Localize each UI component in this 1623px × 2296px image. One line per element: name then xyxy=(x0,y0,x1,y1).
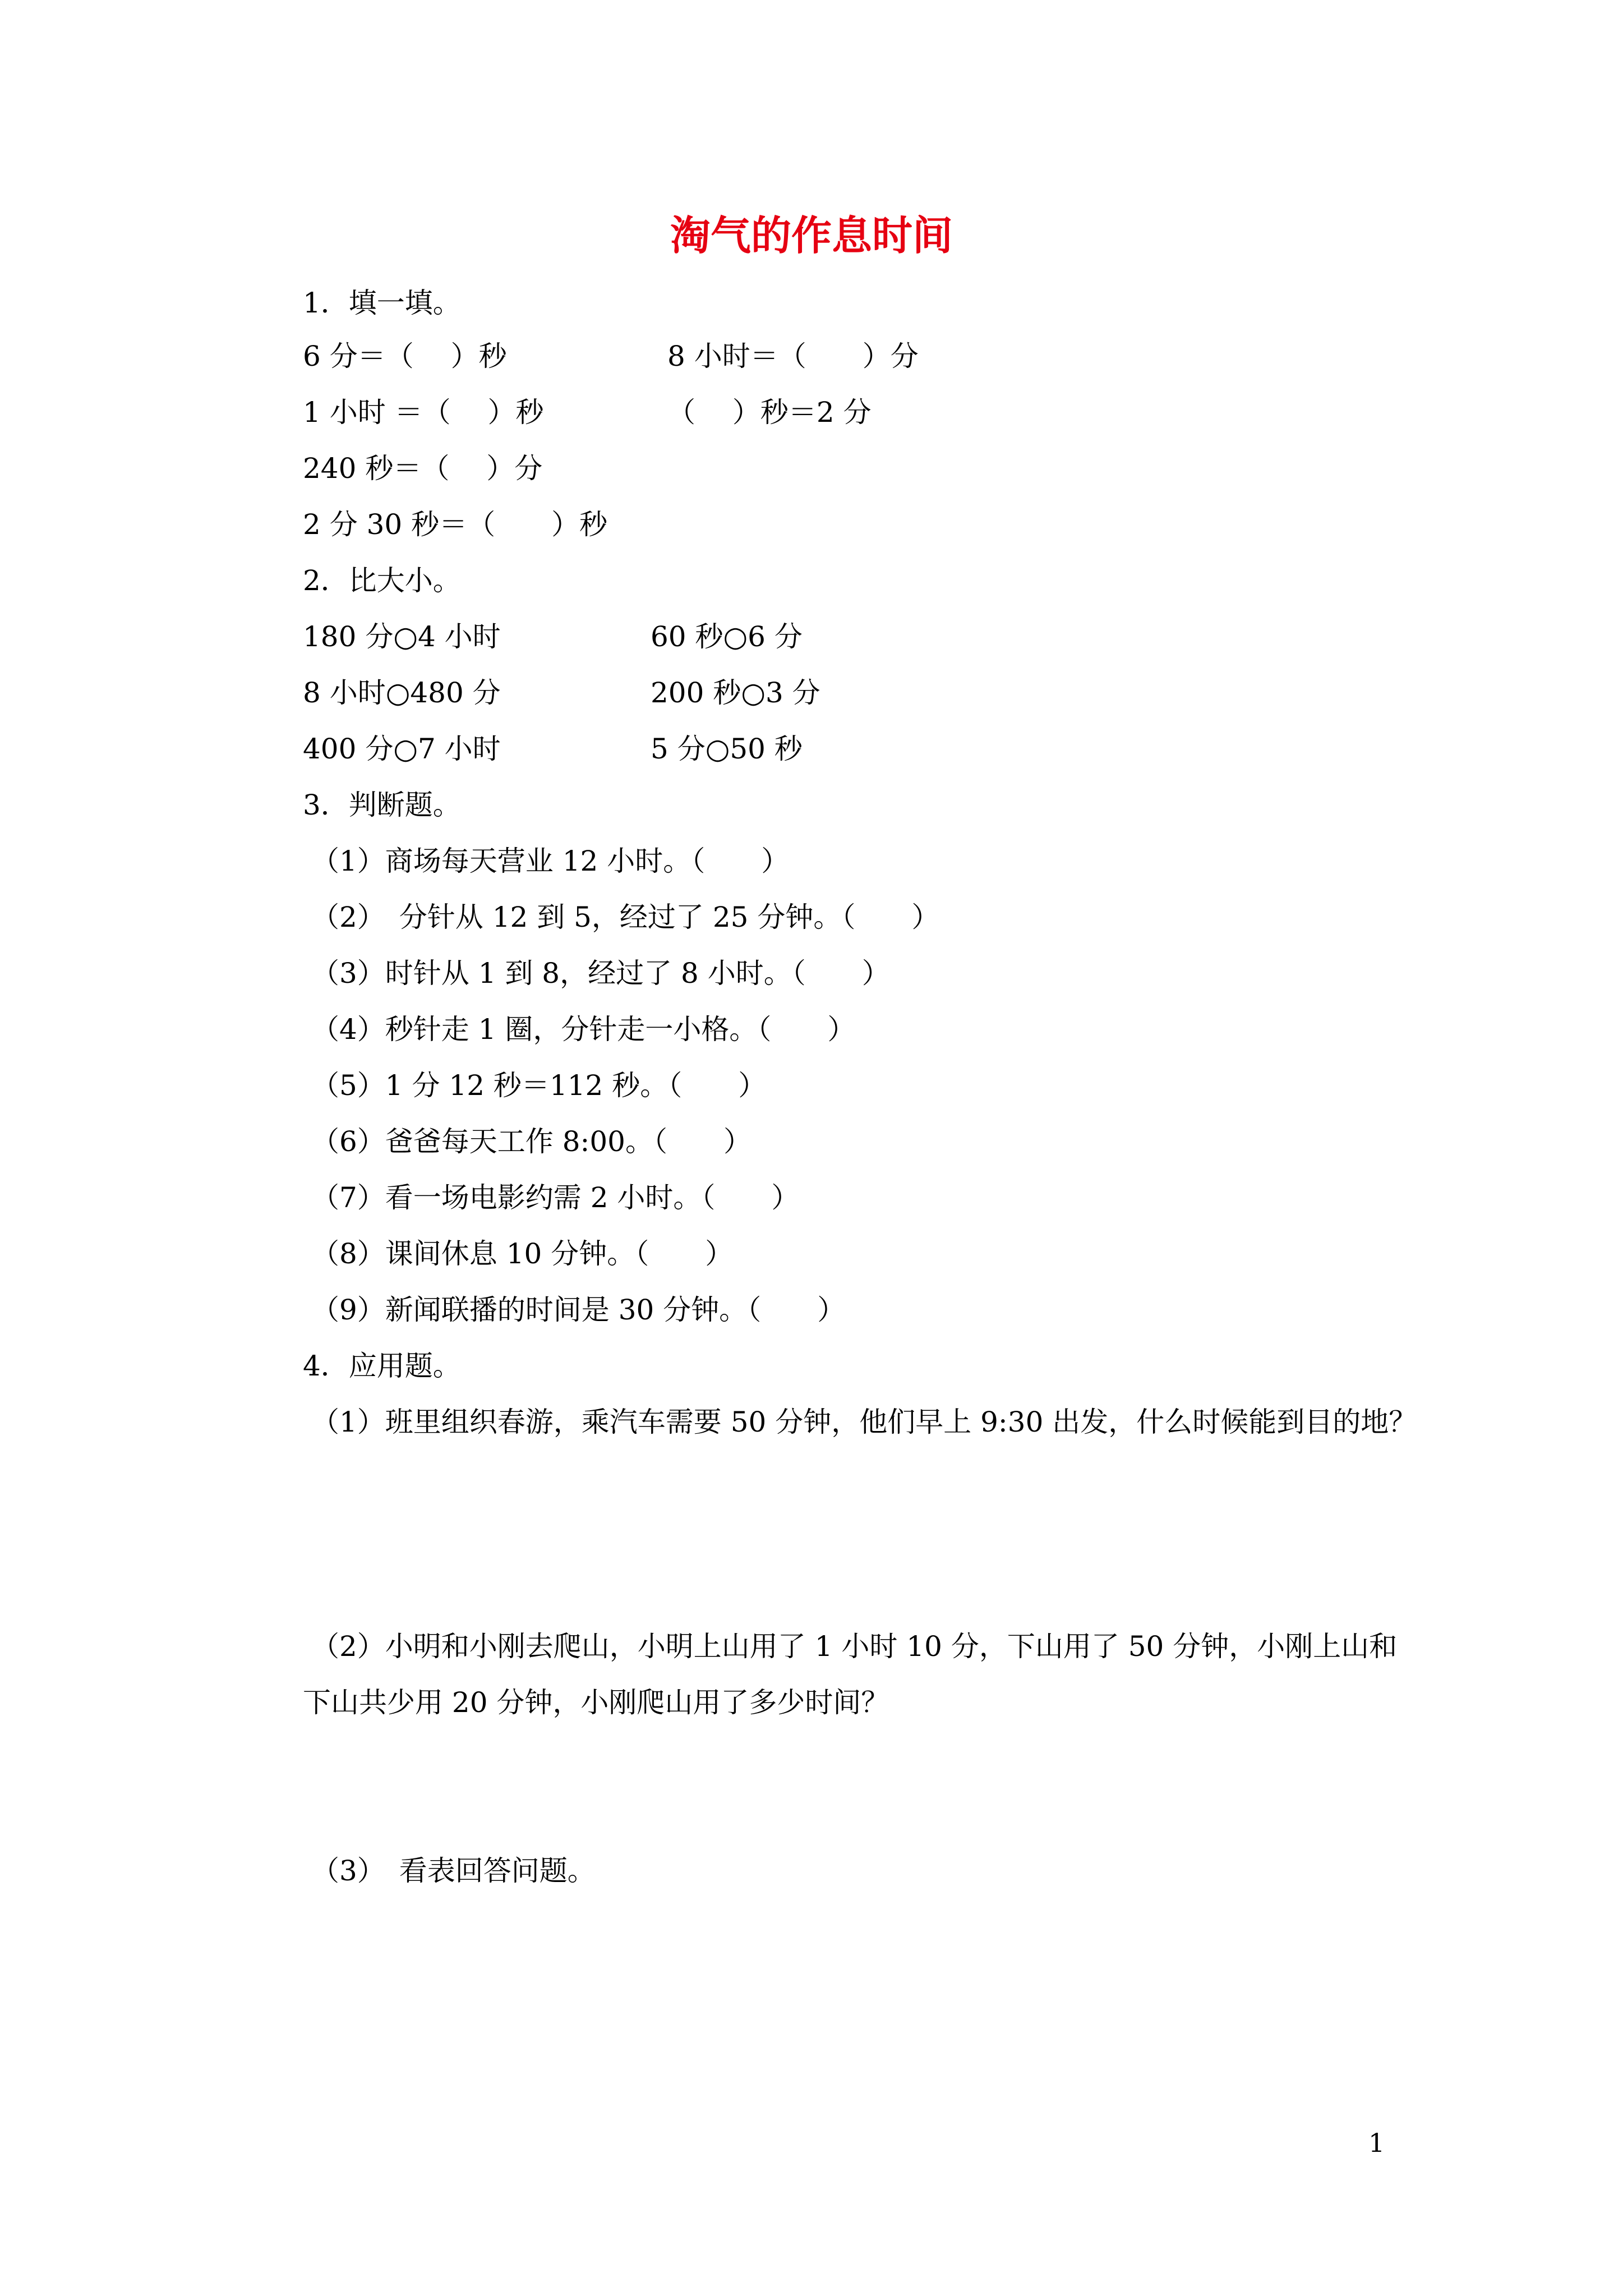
fill-item: 240 秒＝（ ）分 xyxy=(303,452,543,485)
compare-item: 60 秒○6 分 xyxy=(651,620,803,653)
section1-heading: 1．填一填。 xyxy=(303,287,461,319)
compare-item: 200 秒○3 分 xyxy=(651,677,820,709)
judge-item: （2） 分针从 12 到 5，经过了 25 分钟。（ ） xyxy=(311,901,940,933)
fill-item: 2 分 30 秒＝（ ）秒 xyxy=(303,508,608,541)
fill-item: （ ）秒＝2 分 xyxy=(667,396,872,429)
compare-item: 5 分○50 秒 xyxy=(651,733,803,765)
judge-item: （1）商场每天营业 12 小时。（ ） xyxy=(311,845,790,877)
fill-item: 8 小时＝（ ）分 xyxy=(667,340,919,372)
word-problem-3: （3） 看表回答问题。 xyxy=(311,1855,596,1887)
judge-item: （4）秒针走 1 圈，分针走一小格。（ ） xyxy=(311,1013,856,1046)
fill-item: 6 分＝（ ）秒 xyxy=(303,340,507,372)
judge-item: （3）时针从 1 到 8，经过了 8 小时。（ ） xyxy=(311,957,890,990)
judge-item: （8）课间休息 10 分钟。（ ） xyxy=(311,1237,734,1270)
section3-heading: 3．判断题。 xyxy=(303,789,461,821)
fill-item: 1 小时 ＝（ ）秒 xyxy=(303,396,544,429)
compare-item: 180 分○4 小时 xyxy=(303,620,501,653)
section2-heading: 2．比大小。 xyxy=(303,564,461,597)
judge-item: （9）新闻联播的时间是 30 分钟。（ ） xyxy=(311,1294,846,1326)
compare-item: 400 分○7 小时 xyxy=(303,733,501,765)
word-problem-2-line1: （2）小明和小刚去爬山，小明上山用了 1 小时 10 分，下山用了 50 分钟，小刚上山和 xyxy=(311,1630,1398,1663)
judge-item: （5）1 分 12 秒＝112 秒。（ ） xyxy=(311,1069,767,1102)
section4-heading: 4．应用题。 xyxy=(303,1350,461,1382)
word-problem-1: （1）班里组织春游，乘汽车需要 50 分钟，他们早上 9:30 出发，什么时候能到目的地？ xyxy=(311,1406,1417,1438)
page-number: 1 xyxy=(1368,2128,1385,2158)
word-problem-2-line2: 下山共少用 20 分钟，小刚爬山用了多少时间？ xyxy=(303,1686,889,1719)
judge-item: （7）看一场电影约需 2 小时。（ ） xyxy=(311,1181,800,1214)
page-title: 淘气的作息时间 xyxy=(670,211,953,259)
compare-item: 8 小时○480 分 xyxy=(303,677,501,709)
judge-item: （6）爸爸每天工作 8:00。（ ） xyxy=(311,1125,751,1158)
